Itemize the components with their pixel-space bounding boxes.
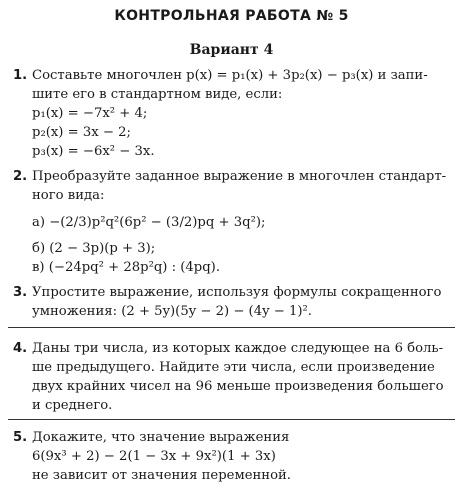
task-5 [13, 428, 452, 485]
section-divider [8, 327, 455, 328]
task-5-expression: 6(9x³ + 2) − 2(1 − 3x + 9x²)(1 + 3x) [32, 449, 276, 464]
task-5-number: 5. [13, 430, 28, 445]
task-2-item-a: а) −(2/3)p²q²(6p² − (3/2)pq + 3q²); [32, 215, 266, 230]
task-5-line-1: Докажите, что значение выражения [32, 430, 290, 445]
variant-label: Вариант 4 [189, 42, 274, 58]
task-3-line-1: Упростите выражение, используя формулы сокращенного [32, 285, 442, 300]
task-4-line-4: и среднего. [32, 398, 113, 413]
task-4-line-1: Даны три числа, из которых каждое следующее на 6 боль- [32, 341, 444, 356]
task-4-line-2: ше предыдущего. Найдите эти числа, если произведение [32, 360, 435, 375]
task-5-line-3: не зависит от значения переменной. [32, 468, 292, 483]
section-divider [8, 419, 455, 420]
task-2 [13, 167, 452, 277]
task-1-intro-line-2: шите его в стандартном виде, если: [32, 87, 283, 102]
task-3-line-2: умножения: (2 + 5y)(5y − 2) − (4y − 1)². [32, 304, 312, 319]
task-1-number: 1. [13, 68, 28, 83]
task-3 [13, 283, 452, 321]
task-4-line-3: двух крайних чисел на 96 меньше произведения большего [32, 379, 444, 394]
worksheet-title: КОНТРОЛЬНАЯ РАБОТА № 5 [114, 8, 349, 24]
task-2-item-b: б) (2 − 3p)(p + 3); [32, 241, 156, 256]
task-4-number: 4. [13, 341, 28, 356]
task-1-intro-line-1: Составьте многочлен p(x) = p₁(x) + 3p₂(x) − p₃(x) и запи- [32, 68, 428, 83]
task-1-p3: p₃(x) = −6x² − 3x. [32, 144, 155, 159]
task-4 [13, 339, 452, 415]
task-2-item-c: в) (−24pq² + 28p²q) : (4pq). [32, 260, 221, 275]
task-1-p2: p₂(x) = 3x − 2; [32, 125, 131, 140]
task-1 [13, 66, 452, 161]
task-2-number: 2. [13, 169, 28, 184]
task-3-number: 3. [13, 285, 28, 300]
task-2-intro-line-2: ного вида: [32, 188, 105, 203]
task-2-intro-line-1: Преобразуйте заданное выражение в многочлен стандарт- [32, 169, 447, 184]
task-1-p1: p₁(x) = −7x² + 4; [32, 106, 148, 121]
